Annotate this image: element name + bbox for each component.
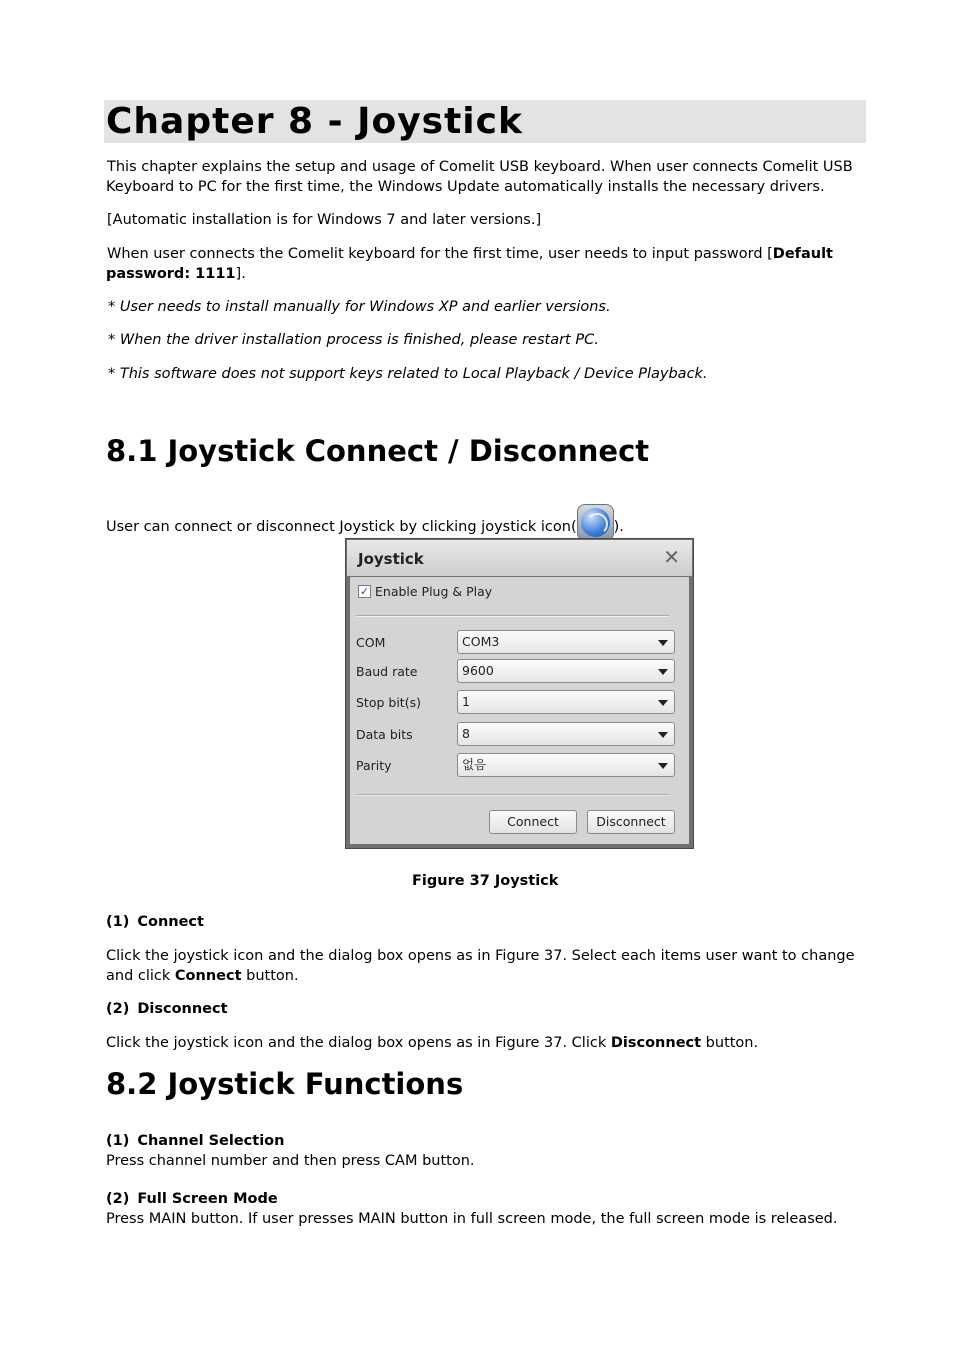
note-2: * When the driver installation process is finished, please restart PC. [108,332,599,348]
figure-caption: Figure 37 Joystick [412,873,559,889]
com-label: COM [356,635,386,650]
channel-selection-heading: (1) Channel Selection [106,1133,285,1149]
intro-paragraph-2: [Automatic installation is for Windows 7 and later versions.] [107,212,542,228]
stop-bits-label: Stop bit(s) [356,695,421,710]
channel-selection-text: Press channel number and then press CAM button. [106,1153,475,1169]
stop-bits-select[interactable]: 1 [457,690,675,714]
dialog-body [350,577,689,844]
chapter-title: Chapter 8 - Joystick [106,101,523,142]
parity-select[interactable]: 없음 [457,753,675,777]
com-select[interactable]: COM3 [457,630,675,654]
section-heading-8-2: 8.2 Joystick Functions [106,1067,464,1101]
section-heading-8-1: 8.1 Joystick Connect / Disconnect [106,434,650,468]
chevron-down-icon [658,700,668,706]
connect-button[interactable]: Connect [489,810,577,834]
intro-paragraph-1: This chapter explains the setup and usage of Comelit USB keyboard. When user connects Comelit USB Keyboard to PC for the first time, the Windows Update automatically installs the necessary drivers. [106,159,853,195]
joystick-dialog [345,538,694,849]
divider [356,794,669,796]
chevron-down-icon [658,763,668,769]
dialog-titlebar [347,540,692,576]
section1-text: User can connect or disconnect Joystick by clicking joystick icon( ). [106,504,624,541]
divider [356,615,669,617]
full-screen-mode-text: Press MAIN button. If user presses MAIN button in full screen mode, the full screen mode is released. [106,1211,838,1227]
disconnect-item-text: Click the joystick icon and the dialog box opens as in Figure 37. Click Disconnect button. [106,1035,759,1051]
baud-rate-select[interactable]: 9600 [457,659,675,683]
connect-item-heading: (1) Connect [106,914,204,930]
disconnect-button[interactable]: Disconnect [587,810,675,834]
data-bits-label: Data bits [356,727,413,742]
dialog-title: Joystick [358,550,424,568]
note-3: * This software does not support keys related to Local Playback / Device Playback. [108,366,708,382]
full-screen-mode-heading: (2) Full Screen Mode [106,1191,278,1207]
enable-plug-play-checkbox[interactable]: ✓ [359,585,370,598]
chevron-down-icon [658,640,668,646]
intro-paragraph-3: When user connects the Comelit keyboard for the first time, user needs to input password [Default password: 1111]. [106,246,833,282]
chevron-down-icon [658,732,668,738]
note-1: * User needs to install manually for Windows XP and earlier versions. [108,299,611,315]
connect-item-text: Click the joystick icon and the dialog box opens as in Figure 37. Select each items user want to change and click Connect button. [106,948,855,984]
enable-plug-play-label: Enable Plug & Play [375,584,493,599]
data-bits-select[interactable]: 8 [457,722,675,746]
close-icon[interactable]: ✕ [663,545,680,569]
joystick-icon[interactable] [577,504,614,541]
chevron-down-icon [658,669,668,675]
baud-rate-label: Baud rate [356,664,418,679]
disconnect-item-heading: (2) Disconnect [106,1001,228,1017]
parity-label: Parity [356,758,392,773]
